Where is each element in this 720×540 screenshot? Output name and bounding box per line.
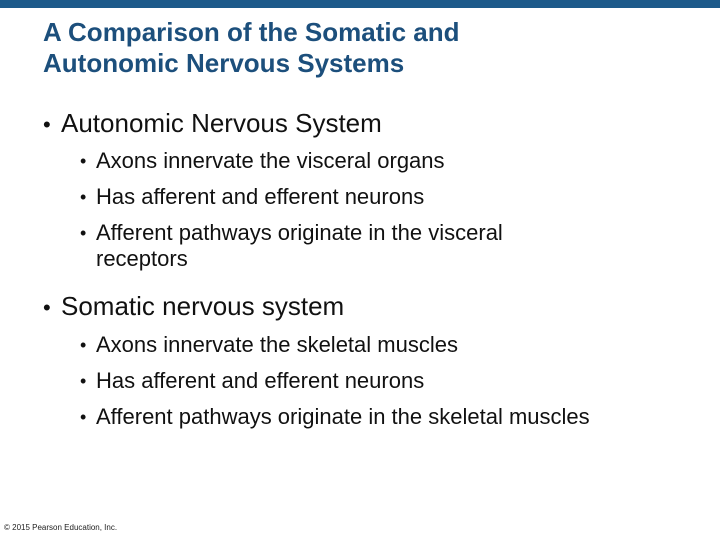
section-heading-somatic <box>43 291 344 323</box>
section-heading-text: Somatic nervous system <box>61 291 345 321</box>
bullet-icon: • <box>80 151 87 171</box>
list-item-text: Axons innervate the visceral organs <box>96 148 445 173</box>
list-item-text: Axons innervate the skeletal muscles <box>96 332 458 357</box>
copyright-footer: © 2015 Pearson Education, Inc. <box>4 523 118 532</box>
list-item-text: Has afferent and efferent neurons <box>96 368 425 393</box>
bullet-icon: • <box>80 407 87 427</box>
list-item-text: Afferent pathways originate in the skeletal muscles <box>96 404 590 429</box>
bullet-icon: • <box>80 223 87 243</box>
slide-title-line-2: Autonomic Nervous Systems <box>43 48 405 78</box>
list-item <box>76 220 576 272</box>
bullet-icon: • <box>80 187 87 207</box>
autonomic-points-list <box>76 148 696 282</box>
list-item <box>76 332 696 358</box>
bullet-icon: • <box>80 371 87 391</box>
bullet-icon: • <box>80 335 87 355</box>
list-item-text: Afferent pathways originate in the visceral receptors <box>96 220 503 271</box>
list-item <box>76 184 696 210</box>
list-item <box>76 404 696 430</box>
somatic-points-list <box>76 332 696 440</box>
section-heading-text: Autonomic Nervous System <box>61 108 382 138</box>
list-item <box>76 148 696 174</box>
top-accent-bar <box>0 0 720 8</box>
slide-title <box>43 17 683 79</box>
section-heading-autonomic <box>43 108 382 140</box>
bullet-icon: • <box>43 112 51 137</box>
bullet-icon: • <box>43 295 51 320</box>
list-item <box>76 368 696 394</box>
slide-title-line-1: A Comparison of the Somatic and <box>43 17 460 47</box>
list-item-text: Has afferent and efferent neurons <box>96 184 425 209</box>
